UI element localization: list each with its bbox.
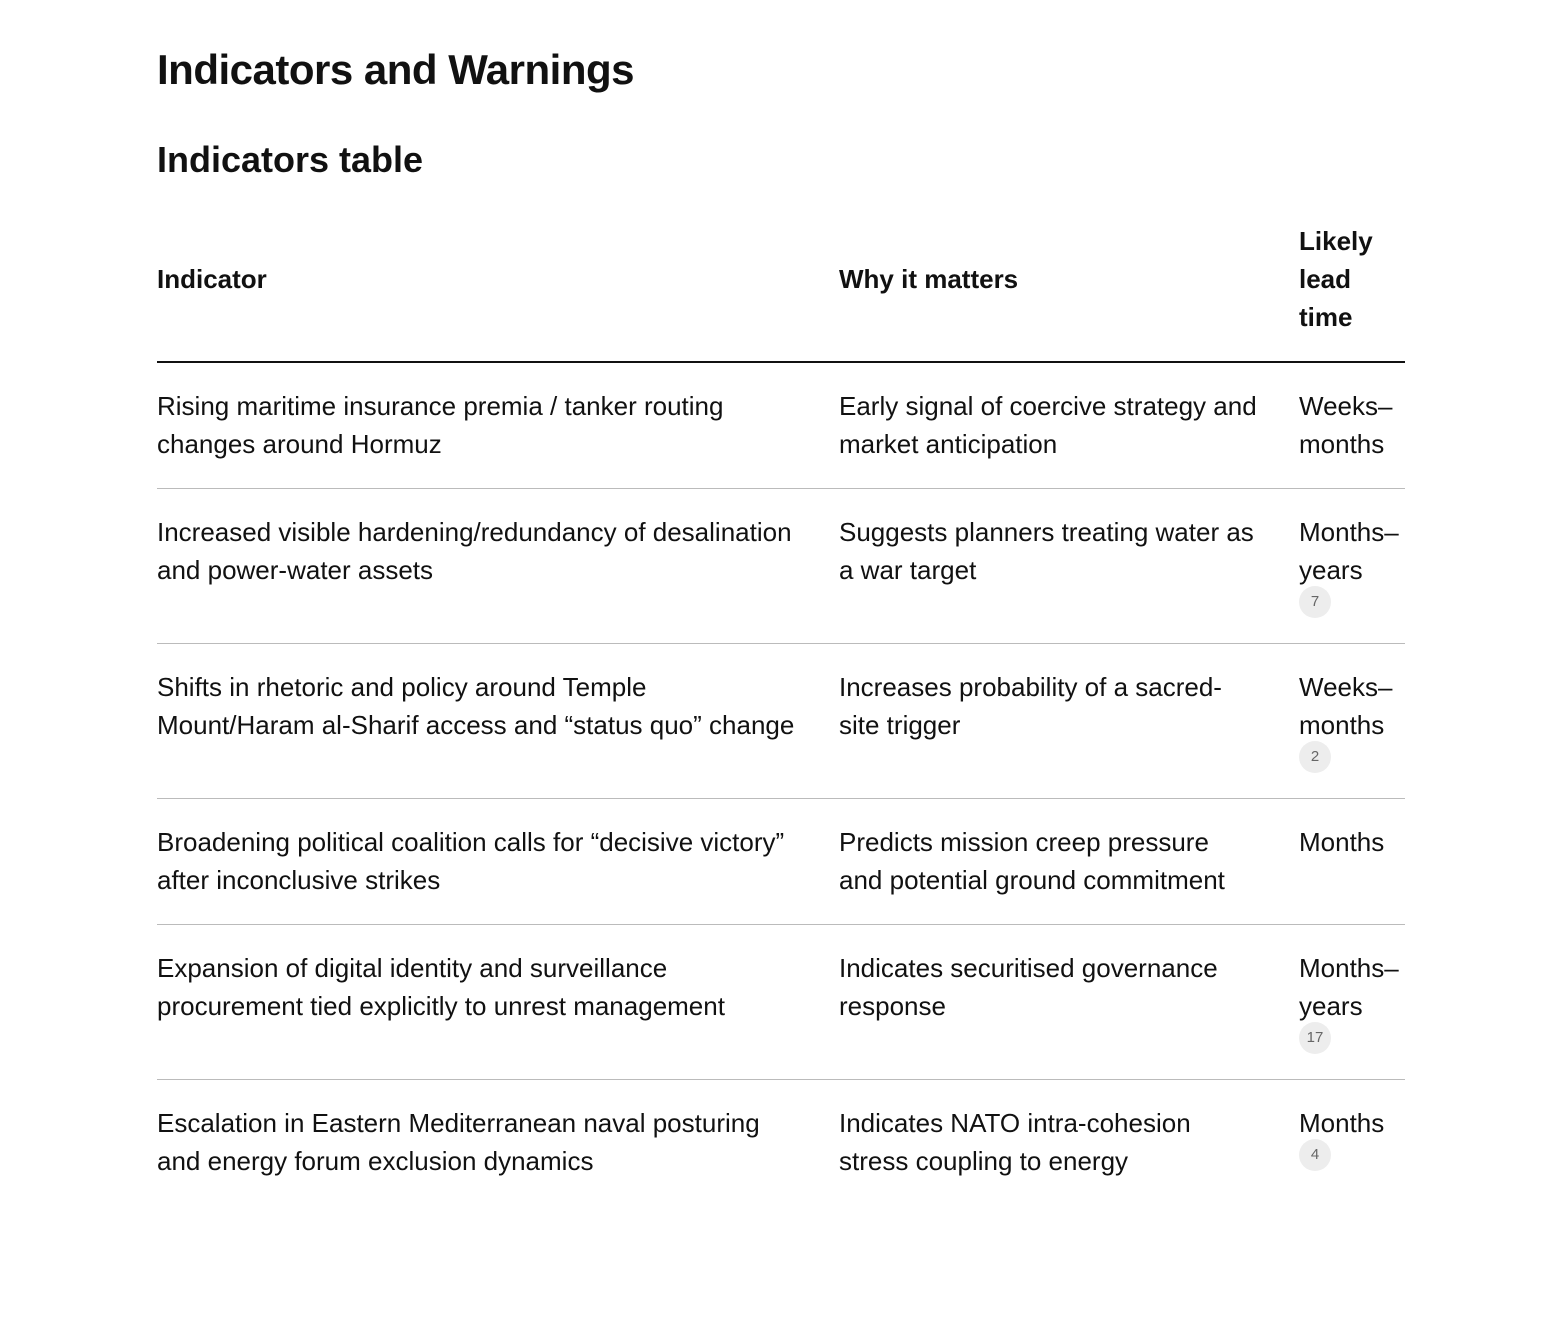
table-row xyxy=(157,1080,1405,1206)
lead-time-cell xyxy=(1299,362,1405,489)
lead-time-cell xyxy=(1299,489,1405,644)
header-why: Why it matters xyxy=(839,222,1299,362)
lead-time-text: Months–years xyxy=(1299,953,1399,1021)
header-indicator: Indicator xyxy=(157,222,839,362)
why-cell xyxy=(839,489,1299,644)
indicator-text: Broadening political coalition calls for “decisive victory” after inconclusive strikes xyxy=(157,827,785,895)
page-title: Indicators and Warnings xyxy=(157,46,634,93)
lead-time-text: Months xyxy=(1299,827,1385,857)
lead-time-cell xyxy=(1299,925,1405,1080)
indicator-text: Expansion of digital identity and surveillance procurement tied explicitly to unrest management xyxy=(157,953,725,1021)
table-row xyxy=(157,362,1405,489)
why-text: Indicates NATO intra-cohesion stress coupling to energy xyxy=(839,1108,1191,1176)
lead-time-text: Weeks–months xyxy=(1299,672,1393,740)
table-row xyxy=(157,489,1405,644)
why-text: Increases probability of a sacred-site trigger xyxy=(839,672,1222,740)
lead-time-text: Months xyxy=(1299,1108,1385,1138)
why-text: Suggests planners treating water as a war target xyxy=(839,517,1254,585)
indicator-cell xyxy=(157,362,839,489)
table-row xyxy=(157,925,1405,1080)
why-cell xyxy=(839,362,1299,489)
citation-badge[interactable]: 2 xyxy=(1299,741,1331,773)
indicator-cell xyxy=(157,489,839,644)
why-text: Indicates securitised governance response xyxy=(839,953,1218,1021)
why-cell xyxy=(839,1080,1299,1206)
table-header-row xyxy=(157,222,1405,362)
document-content xyxy=(157,40,1405,1205)
why-cell xyxy=(839,799,1299,925)
header-lead-time: Likely lead time xyxy=(1299,222,1405,362)
indicator-cell xyxy=(157,799,839,925)
lead-time-cell xyxy=(1299,1080,1405,1206)
citation-badge[interactable]: 4 xyxy=(1299,1139,1331,1171)
lead-time-cell xyxy=(1299,644,1405,799)
lead-time-text: Weeks–months xyxy=(1299,391,1393,459)
why-text: Predicts mission creep pressure and potential ground commitment xyxy=(839,827,1225,895)
indicator-cell xyxy=(157,644,839,799)
indicator-text: Shifts in rhetoric and policy around Temple Mount/Haram al-Sharif access and “status quo” change xyxy=(157,672,795,740)
why-cell xyxy=(839,925,1299,1080)
lead-time-text: Months–years xyxy=(1299,517,1399,585)
section-heading: Indicators table xyxy=(157,139,424,180)
why-text: Early signal of coercive strategy and market anticipation xyxy=(839,391,1257,459)
lead-time-cell xyxy=(1299,799,1405,925)
why-cell xyxy=(839,644,1299,799)
indicator-text: Rising maritime insurance premia / tanker routing changes around Hormuz xyxy=(157,391,724,459)
citation-badge[interactable]: 7 xyxy=(1299,586,1331,618)
indicator-text: Increased visible hardening/redundancy of desalination and power-water assets xyxy=(157,517,792,585)
indicator-text: Escalation in Eastern Mediterranean naval posturing and energy forum exclusion dynamics xyxy=(157,1108,760,1176)
indicator-cell xyxy=(157,1080,839,1206)
indicator-cell xyxy=(157,925,839,1080)
table-row xyxy=(157,799,1405,925)
citation-badge[interactable]: 17 xyxy=(1299,1022,1331,1054)
indicators-table xyxy=(157,222,1405,1205)
table-row xyxy=(157,644,1405,799)
